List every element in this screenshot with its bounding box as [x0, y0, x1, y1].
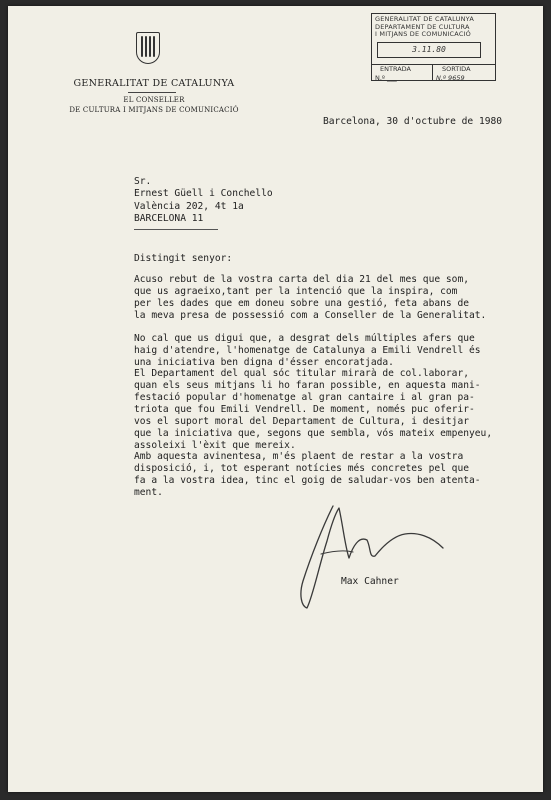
stamp-column-divider: [432, 64, 433, 80]
coat-of-arms-icon: [136, 32, 160, 64]
stamp-sortida-number: N.º 9659: [436, 74, 465, 82]
recipient-line: BARCELONA 11: [134, 213, 204, 225]
department-line-1: EL CONSELLER: [123, 96, 185, 104]
stamp-line-2: DEPARTAMENT DE CULTURA: [375, 22, 470, 31]
text-line: fa a la vostra idea, tinc el goig de saludar-vos ben atenta-: [134, 475, 481, 486]
text-line: vos el suport moral del Departament de Cultura, i desitjar: [134, 416, 470, 427]
letterhead-divider: [128, 92, 176, 93]
letter-page: [8, 6, 543, 792]
text-line: que la iniciativa que, segons que sembla, vós mateix empenyeu,: [134, 428, 493, 439]
text-line: disposició, i, tot esperant notícies més concretes pel que: [134, 463, 470, 474]
place-date: Barcelona, 30 d'octubre de 1980: [323, 116, 503, 127]
department-line-2: DE CULTURA I MITJANS DE COMUNICACIÓ: [69, 106, 239, 114]
stamp-line-1: GENERALITAT DE CATALUNYA: [375, 15, 474, 23]
department-name: [53, 95, 255, 115]
text-line: haig d'atendre, l'homenatge de Catalunya a Emili Vendrell és: [134, 345, 481, 356]
signer-name: Max Cahner: [341, 576, 399, 587]
recipient-line: Sr.: [134, 176, 152, 187]
text-line: una iniciativa ben digna d'ésser encoratjada.: [134, 357, 394, 368]
stamp-date: 3.11.80: [377, 42, 481, 58]
paragraph-1: [134, 274, 486, 322]
paragraph-3: [134, 368, 492, 452]
address-underline: [134, 229, 218, 230]
text-line: la meva presa de possessió com a Conseller de la Generalitat.: [134, 310, 487, 321]
recipient-address: [134, 176, 273, 226]
stamp-sortida-label: SORTIDA: [442, 65, 471, 73]
stamp-entrada-label: ENTRADA: [380, 65, 411, 73]
text-line: que us agraeixo,tant per la intenció que la inspira, com: [134, 286, 458, 297]
text-line: festació popular d'homenatge al gran cantaire i al gran pa-: [134, 392, 475, 403]
text-line: triota que fou Emili Vendrell. De moment, només puc oferir-: [134, 404, 475, 415]
stamp-header: [375, 16, 474, 39]
text-line: assoleixi l'èxit que mereix.: [134, 440, 296, 451]
paragraph-4: [134, 451, 481, 499]
recipient-line: València 202, 4t 1a: [134, 200, 244, 212]
text-line: No cal que us digui que, a desgrat dels múltiples afers que: [134, 333, 475, 344]
stamp-line-3: I MITJANS DE COMUNICACIÓ: [375, 30, 472, 38]
text-line: Amb aquesta avinentesa, m'és plaent de restar a la vostra: [134, 451, 464, 462]
registry-stamp: [371, 13, 496, 81]
text-line: Acuso rebut de la vostra carta del dia 21 del mes que som,: [134, 274, 470, 285]
stamp-entrada-number: N.º ___: [375, 74, 397, 82]
text-line: quan els seus mitjans li ho faran possible, en aquesta mani-: [134, 380, 481, 391]
organization-name: GENERALITAT DE CATALUNYA: [73, 78, 235, 89]
greeting: Distingit senyor:: [134, 253, 233, 264]
recipient-line: Ernest Güell i Conchello: [134, 188, 273, 200]
paragraph-2: [134, 333, 481, 369]
text-line: per les dades que em doneu sobre una gestió, feta abans de: [134, 298, 470, 309]
text-line: ment.: [134, 487, 163, 498]
handwritten-signature: [293, 496, 453, 616]
text-line: El Departament del qual sóc titular mirarà de col.laborar,: [134, 368, 470, 379]
